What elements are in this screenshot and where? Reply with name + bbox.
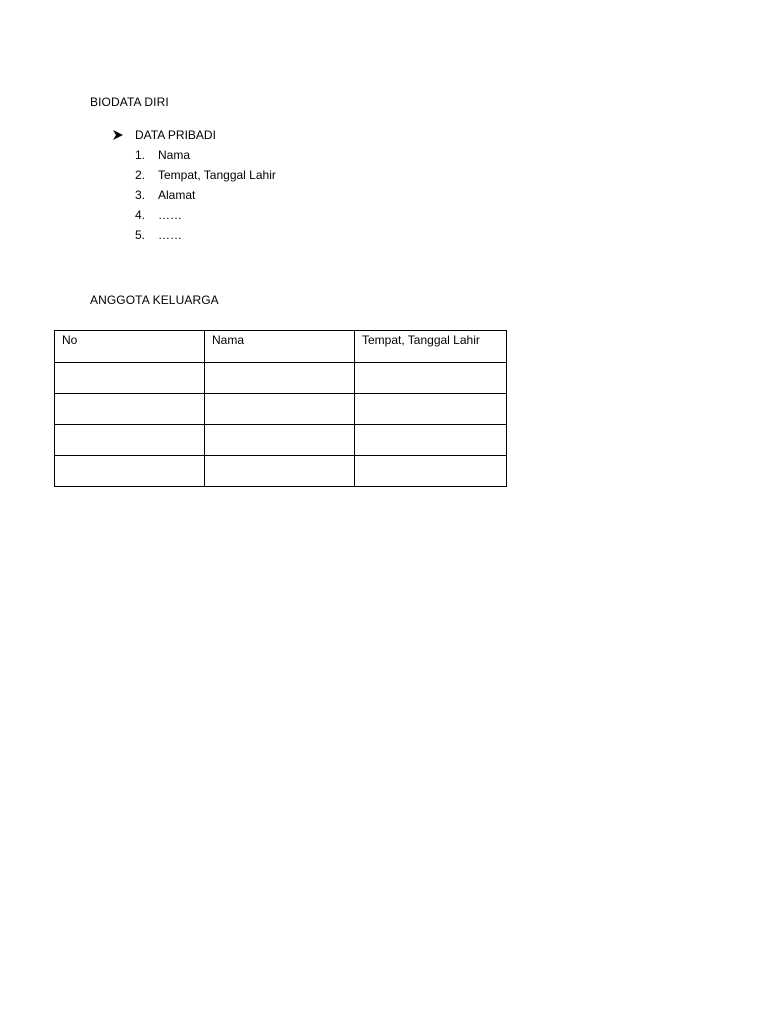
table-cell <box>205 394 355 425</box>
table-cell <box>205 363 355 394</box>
table-row <box>55 394 507 425</box>
column-header-no: No <box>55 331 205 363</box>
biodata-heading: BIODATA DIRI <box>90 95 169 109</box>
list-item-number: 3. <box>135 188 146 202</box>
anggota-keluarga-heading: ANGGOTA KELUARGA <box>90 293 219 307</box>
list-item-label: Tempat, Tanggal Lahir <box>158 168 276 182</box>
list-item-number: 2. <box>135 168 146 182</box>
family-members-table <box>54 330 507 487</box>
table-cell <box>355 425 507 456</box>
column-header-ttl: Tempat, Tanggal Lahir <box>355 331 507 363</box>
list-item <box>135 187 276 207</box>
table-cell <box>355 363 507 394</box>
list-item <box>135 227 276 247</box>
list-item-label: …… <box>158 228 182 242</box>
table-cell <box>205 425 355 456</box>
data-pribadi-bullet <box>112 127 216 143</box>
column-header-nama: Nama <box>205 331 355 363</box>
list-item-label: Nama <box>158 148 191 162</box>
biodata-list <box>135 147 276 247</box>
table-row <box>55 363 507 394</box>
list-item-label: Alamat <box>158 188 196 202</box>
table-cell <box>55 363 205 394</box>
table-row <box>55 456 507 487</box>
table-cell <box>355 456 507 487</box>
list-item <box>135 207 276 227</box>
table-cell <box>205 456 355 487</box>
table-cell <box>55 425 205 456</box>
list-item <box>135 167 276 187</box>
list-item-label: …… <box>158 208 182 222</box>
table-cell <box>55 394 205 425</box>
list-item <box>135 147 276 167</box>
table-row <box>55 425 507 456</box>
list-item-number: 4. <box>135 208 146 222</box>
arrow-bullet-icon <box>112 129 124 141</box>
data-pribadi-label: DATA PRIBADI <box>135 128 216 142</box>
table-cell <box>55 456 205 487</box>
table-header-row <box>55 331 507 363</box>
list-item-number: 1. <box>135 148 146 162</box>
table-cell <box>355 394 507 425</box>
list-item-number: 5. <box>135 228 146 242</box>
